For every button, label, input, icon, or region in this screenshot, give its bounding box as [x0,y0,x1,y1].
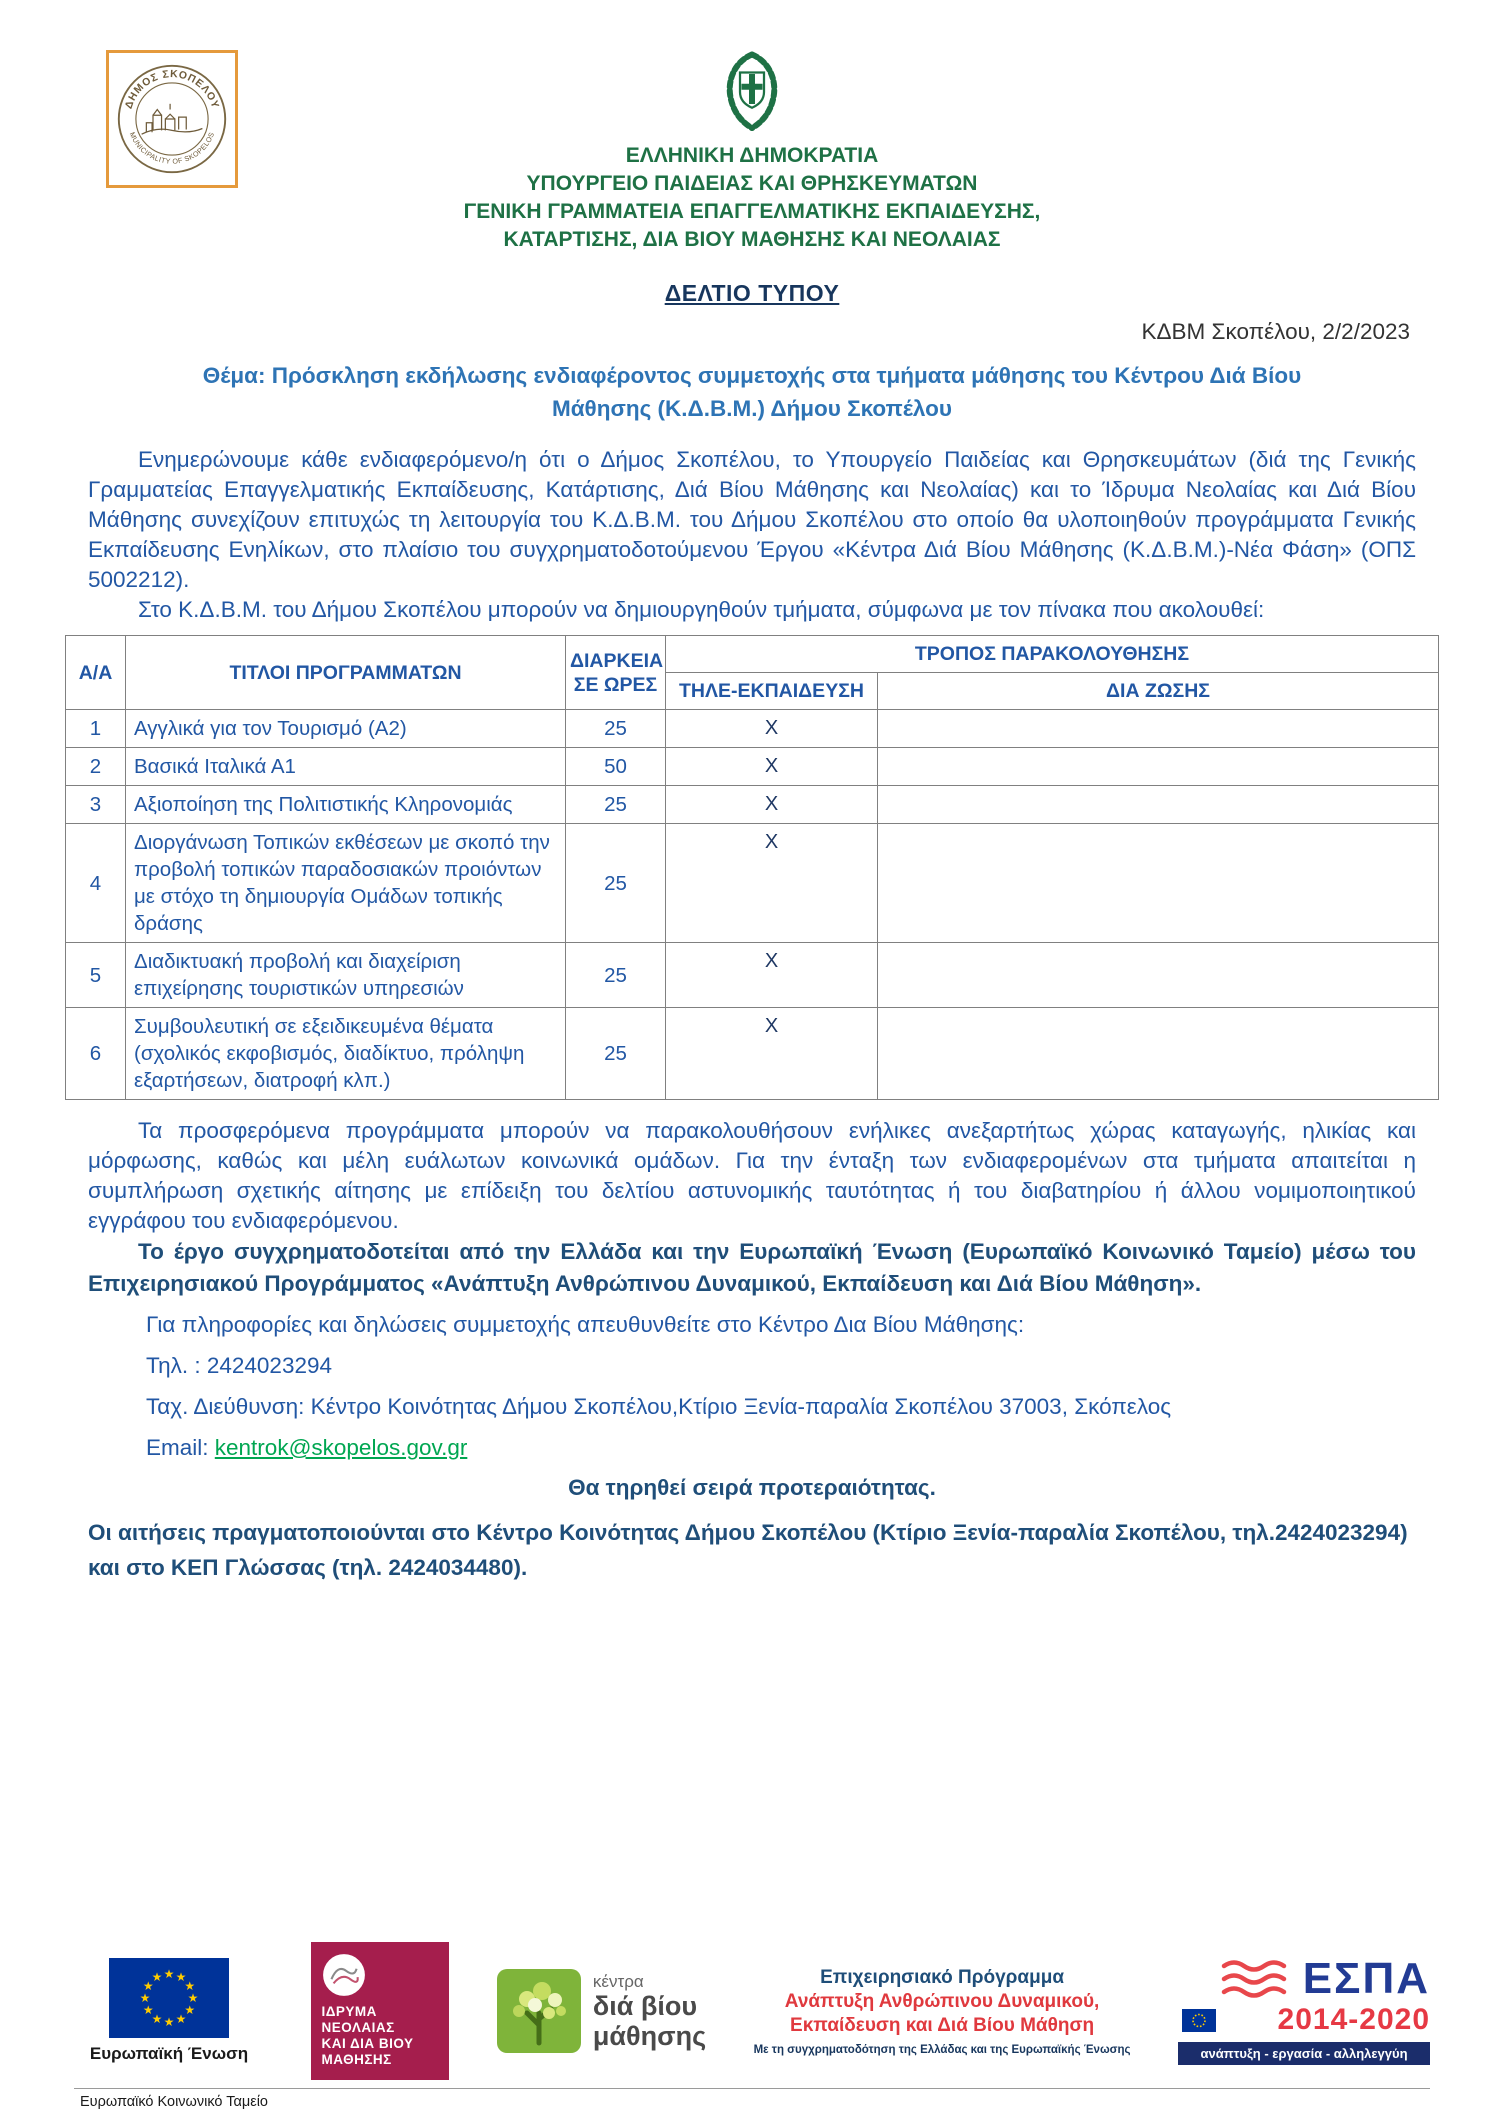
letterhead-line: ΕΛΛΗΝΙΚΗ ΔΗΜΟΚΡΑΤΙΑ [625,144,879,167]
duration-line: ΔΙΑΡΚΕΙΑ [570,649,664,672]
row-number: 5 [66,943,126,1008]
phone-line: Τηλ. : 2424023294 [146,1353,332,1378]
ministry-header [88,142,1416,254]
svg-text:★: ★ [151,2011,163,2026]
table-row [66,1008,1439,1100]
op-line: Ανάπτυξη Ανθρώπινου Δυναμικού, [784,1991,1100,2012]
program-hours: 25 [566,786,666,824]
inedivim-logo [311,1942,449,2080]
row-number: 2 [66,748,126,786]
row-number: 3 [66,786,126,824]
doc-type-heading-wrap [88,280,1416,307]
svg-text:MUNICIPALITY OF SKOPELOS: MUNICIPALITY OF SKOPELOS [127,131,217,166]
program-title: Αξιοποίηση της Πολιτιστικής Κληρονομιάς [126,786,566,824]
col-header-tele: ΤΗΛΕ-ΕΚΠΑΙΔΕΥΣΗ [666,673,878,710]
svg-text:★: ★ [184,2003,196,2017]
subject-line: Θέμα: Πρόσκληση εκδήλωσης ενδιαφέροντος συμμετοχής στα τμήματα μάθησης του Κέντρου Διά Βίου [202,363,1302,388]
tele-mark: X [666,943,878,1008]
espa-logo [1178,1954,1430,2065]
table-row [66,824,1439,943]
row-number: 1 [66,710,126,748]
col-header-aa: Α/Α [66,636,126,710]
svg-text:★: ★ [187,1991,199,2005]
footer-logos [74,1942,1430,2110]
kdvm-logo [497,1969,706,2053]
paragraph-eligibility: Τα προσφερόμενα προγράμματα μπορούν να παρακολουθήσουν ενήλικες ανεξαρτήτως χώρας καταγωγής, ηλικίας και μόρφωσης, καθώς και μέλη ευάλωτων κοινωνικά ομάδων. Για την ένταξη των ενδιαφερομένων στα τμήματα απαιτείται η συμπλήρωση σχετικής αίτησης με επίδειξη του δελτίου αστυνομικής ταυτότητας ή του διαβατηρίου ή άλλου νομιμοποιητικού εγγράφου του ενδιαφερόμενου. [88,1118,1416,1233]
operational-programme-logo [754,1966,1131,2056]
inperson-mark [878,824,1439,943]
letterhead-line: ΓΕΝΙΚΗ ΓΡΑΜΜΑΤΕΙΑ ΕΠΑΓΓΕΛΜΑΤΙΚΗΣ ΕΚΠΑΙΔΕΥΣΗΣ, [463,200,1041,223]
svg-text:★: ★ [175,1970,187,1985]
programs-table [65,635,1439,1100]
inperson-mark [878,786,1439,824]
program-title: Βασικά Ιταλικά Α1 [126,748,566,786]
program-title: Συμβουλευτική σε εξειδικευμένα θέματα (σχολικός εκφοβισμός, διαδίκτυο, πρόληψη εξαρτήσεων, διατροφή κλπ.) [126,1008,566,1100]
kdvm-line: κέντρα [592,1971,644,1991]
svg-text:★: ★ [142,1979,154,1993]
svg-text:★: ★ [163,2015,175,2029]
greek-republic-emblem-icon [713,50,791,134]
table-row [66,943,1439,1008]
duration-line: ΣΕ ΩΡΕΣ [573,673,658,696]
kdvm-label [593,1972,706,2051]
info-line: Για πληροφορίες και δηλώσεις συμμετοχής απευθυνθείτε στο Κέντρο Δια Βίου Μάθησης: [146,1312,1025,1337]
kdvm-line: διά βίου [592,1990,698,2021]
row-number: 4 [66,824,126,943]
program-title: Διαδικτυακή προβολή και διαχείριση επιχείρησης τουριστικών υπηρεσιών [126,943,566,1008]
op-cofinancing-line: Με τη συγχρηματοδότηση της Ελλάδας και της Ευρωπαϊκής Ένωσης [753,2044,1131,2056]
tele-mark: X [666,786,878,824]
kdvm-line: μάθησης [592,2020,707,2051]
eu-flag-icon [109,1958,229,2038]
table-row [66,710,1439,748]
subject-line: Μάθησης (Κ.Δ.Β.Μ.) Δήμου Σκοπέλου [551,396,953,421]
svg-text:ΔΗΜΟΣ ΣΚΟΠΕΛΟΥ: ΔΗΜΟΣ ΣΚΟΠΕΛΟΥ [123,69,221,111]
program-hours: 25 [566,1008,666,1100]
program-title: Διοργάνωση Τοπικών εκθέσεων με σκοπό την προβολή τοπικών παραδοσιακών προιόντων με στόχο τη δημιουργία Ομάδων τοπικής δράσης [126,824,566,943]
espa-waves-icon [1220,1958,1295,2000]
table-header-row-1 [66,636,1439,673]
inperson-mark [878,1008,1439,1100]
op-line: Επιχειρησιακό Πρόγραμμα [820,1967,1065,1988]
svg-text:★: ★ [142,2003,154,2017]
kdvm-tree-icon [497,1969,581,2053]
program-hours: 50 [566,748,666,786]
espa-eu-flag-icon [1182,2009,1216,2032]
email-link[interactable]: kentrok@skopelos.gov.gr [214,1435,468,1460]
svg-text:★: ★ [151,1970,163,1985]
subject-heading [88,359,1416,425]
row-number: 6 [66,1008,126,1100]
table-row [66,748,1439,786]
col-header-duration [566,636,666,710]
inperson-mark [878,710,1439,748]
paragraph-table-intro: Στο Κ.Δ.Β.Μ. του Δήμου Σκοπέλου μπορούν να δημιουργηθούν τμήματα, σύμφωνα με τον πίνακα που ακολουθεί: [138,597,1265,622]
svg-text:★: ★ [184,1979,196,1993]
inperson-mark [878,943,1439,1008]
col-header-mode: ΤΡΟΠΟΣ ΠΑΡΑΚΟΛΟΥΘΗΣΗΣ [666,636,1439,673]
tele-mark: X [666,748,878,786]
program-title: Αγγλικά για τον Τουρισμό (Α2) [126,710,566,748]
inedivim-line: ΙΔΡΥΜΑ [321,2004,377,2019]
eu-logo-block [74,1958,264,2064]
inedivim-line: ΝΕΟΛΑΙΑΣ [321,2020,395,2035]
email-label: Email: [146,1435,209,1460]
svg-text:★: ★ [163,1967,175,1981]
espa-name: ΕΣΠΑ [1302,1954,1430,2003]
program-hours: 25 [566,824,666,943]
espa-tagline: ανάπτυξη - εργασία - αλληλεγγύη [1178,2042,1430,2065]
inedivim-line: ΜΑΘΗΣΗΣ [321,2052,392,2067]
inedivim-line: ΚΑΙ ΔΙΑ ΒΙΟΥ [321,2036,414,2051]
col-header-inperson: ΔΙΑ ΖΩΣΗΣ [878,673,1439,710]
tele-mark: X [666,710,878,748]
tele-mark: X [666,824,878,943]
tele-mark: X [666,1008,878,1100]
svg-text:★: ★ [139,1991,151,2005]
letterhead [88,50,1416,254]
inperson-mark [878,748,1439,786]
monastery-drawing [142,104,203,134]
program-hours: 25 [566,710,666,748]
priority-line: Θα τηρηθεί σειρά προτεραιότητας. [568,1475,936,1500]
eu-fund-label: Ευρωπαϊκό Κοινωνικό Ταμείο [79,2094,268,2110]
inedivim-circle-icon [321,1952,367,1998]
inedivim-label [321,2004,439,2068]
email-line [88,1435,1416,1461]
svg-text:★: ★ [175,2011,187,2026]
footer-divider [74,2088,1430,2089]
address-line: Ταχ. Διεύθυνση: Κέντρο Κοινότητας Δήμου Σκοπέλου,Κτίριο Ξενία-παραλία Σκοπέλου 37003, Σκόπελος [146,1394,1172,1419]
eu-union-label: Ευρωπαϊκή Ένωση [89,2044,249,2063]
col-header-titles: ΤΙΤΛΟΙ ΠΡΟΓΡΑΜΜΑΤΩΝ [126,636,566,710]
espa-years: 2014-2020 [1277,2003,1430,2036]
letterhead-line: ΚΑΤΑΡΤΙΣΗΣ, ΔΙΑ ΒΙΟΥ ΜΑΘΗΣΗΣ ΚΑΙ ΝΕΟΛΑΙΑΣ [503,228,1001,251]
skopelos-municipality-logo [106,50,238,188]
paragraph-intro: Ενημερώνουμε κάθε ενδιαφερόμενο/η ότι ο Δήμος Σκοπέλου, το Υπουργείο Παιδείας και Θρησκευμάτων (διά της Γενικής Γραμματείας Επαγγελματικής Εκπαίδευσης, Κατάρτισης, Διά Βίου Μάθησης και Νεολαίας) και το Ίδρυμα Νεολαίας και Διά Βίου Μάθησης συνεχίζουν επιτυχώς τη λειτουργία του Κ.Δ.Β.Μ. του Δήμου Σκοπέλου στο οποίο θα υλοποιηθούν προγράμματα Γενικής Εκπαίδευσης Ενηλίκων, στο πλαίσιο του συγχρηματοδοτούμενου Έργου «Κέντρα Διά Βίου Μάθησης (Κ.Δ.Β.Μ.)-Νέα Φάση» (ΟΠΣ 5002212). [88,447,1416,592]
dateline: ΚΔΒΜ Σκοπέλου, 2/2/2023 [1141,319,1410,344]
program-hours: 25 [566,943,666,1008]
letterhead-line: ΥΠΟΥΡΓΕΙΟ ΠΑΙΔΕΙΑΣ ΚΑΙ ΘΡΗΣΚΕΥΜΑΤΩΝ [526,172,978,195]
op-line: Εκπαίδευση και Διά Βίου Μάθηση [790,2015,1095,2036]
paragraph-funding: Το έργο συγχρηματοδοτείται από την Ελλάδα και την Ευρωπαϊκή Ένωση (Ευρωπαϊκό Κοινωνικό Ταμείο) μέσω του Επιχειρησιακού Προγράμματος «Ανάπτυξη Ανθρώπινου Δυναμικού, Εκπαίδευση και Διά Βίου Μάθηση». [88,1239,1416,1296]
applications-line: Οι αιτήσεις πραγματοποιούνται στο Κέντρο Κοινότητας Δήμου Σκοπέλου (Κτίριο Ξενία-παραλία Σκοπέλου, τηλ.2424023294) και στο ΚΕΠ Γλώσσας (τηλ. 2424034480). [88,1520,1408,1580]
skopelos-seal-icon [115,60,229,178]
doc-type-heading: ΔΕΛΤΙΟ ΤΥΠΟΥ [664,280,840,306]
table-row [66,786,1439,824]
